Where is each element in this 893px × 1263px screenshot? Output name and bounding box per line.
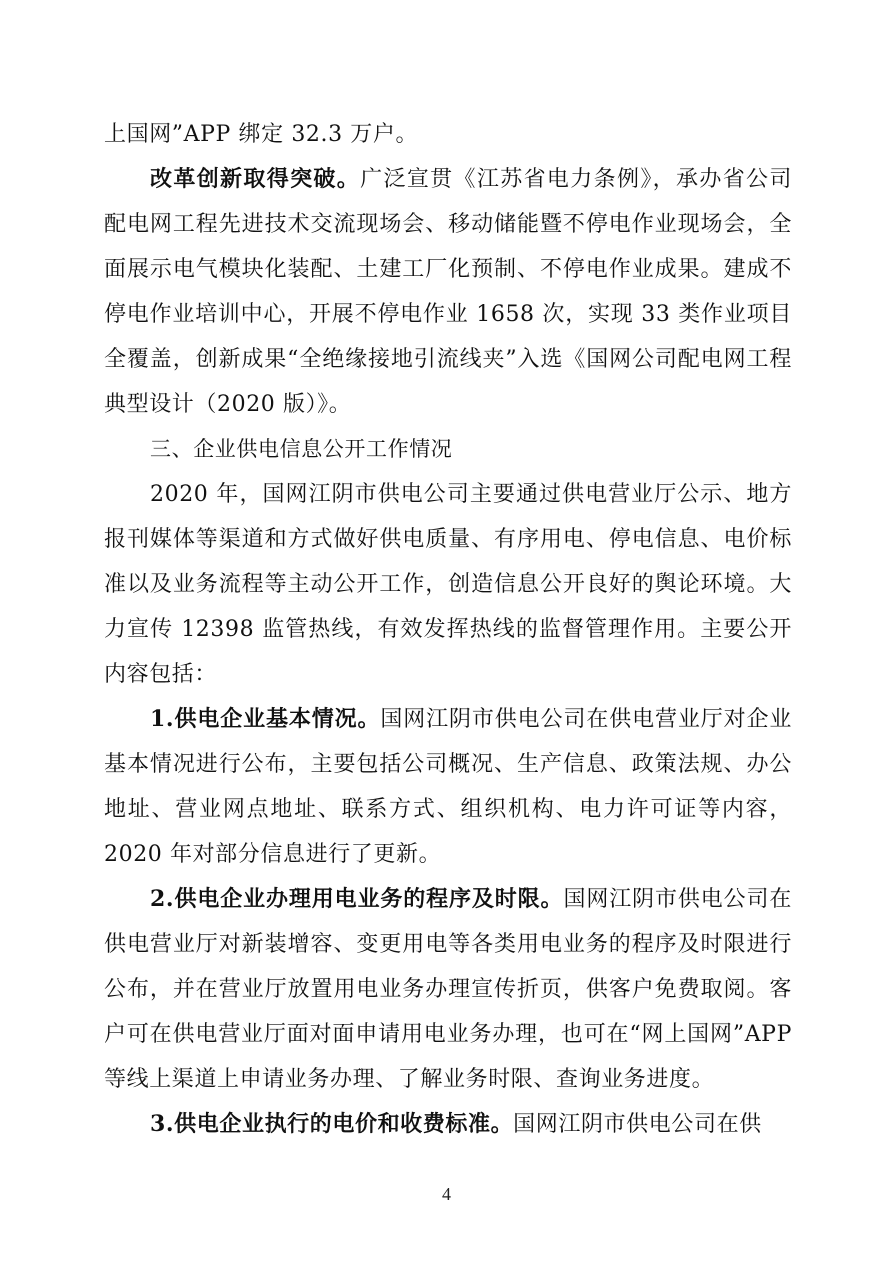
- paragraph-text: 广泛宣贯《江苏省电力条例》，承办省公司配电网工程先进技术交流现场会、移动储能暨不停电作业现场会，全面展示电气模块化装配、土建工厂化预制、不停电作业成果。建成不停电作业培训中心，开展不停电作业 1658 次，实现 33 类作业项目全覆盖，创新成果“全绝缘接地引流线夹”入选《国网公司配电网工程典型设计（2020 版）》。: [104, 167, 793, 417]
- paragraph-disclosure-overview: [104, 472, 792, 697]
- paragraph-procedures: [104, 877, 792, 1102]
- section-heading-text: 三、企业供电信息公开工作情况: [150, 437, 453, 461]
- paragraph-text: 国网江阴市供电公司在供: [513, 1112, 762, 1137]
- paragraph-text: 上国网”APP 绑定 32.3 万户。: [104, 122, 419, 147]
- paragraph-basic-info: [104, 697, 792, 877]
- paragraph-lead: 改革创新取得突破。: [150, 166, 361, 192]
- paragraph-text: 2020 年，国网江阴市供电公司主要通过供电营业厅公示、地方报刊媒体等渠道和方式做好供电质量、有序用电、停电信息、电价标准以及业务流程等主动公开工作，创造信息公开良好的舆论环境。大力宣传 12398 监管热线，有效发挥热线的监督管理作用。主要公开内容包括：: [104, 482, 792, 687]
- paragraph-lead: 1.供电企业基本情况。: [150, 706, 381, 732]
- paragraph-lead: 3.供电企业执行的电价和收费标准。: [150, 1111, 514, 1137]
- paragraph-text: 国网江阴市供电公司在供电营业厅对新装增容、变更用电等各类用电业务的程序及时限进行公布，并在营业厅放置用电业务办理宣传折页，供客户免费取阅。客户可在供电营业厅面对面申请用电业务办理，也可在“网上国网”APP 等线上渠道上申请业务办理、了解业务时限、查询业务进度。: [104, 887, 792, 1092]
- paragraph-continuation: [104, 112, 792, 157]
- paragraph-text: 国网江阴市供电公司在供电营业厅对企业基本情况进行公布，主要包括公司概况、生产信息、政策法规、办公地址、营业网点地址、联系方式、组织机构、电力许可证等内容，2020 年对部分信息进行了更新。: [104, 707, 792, 867]
- paragraph-reform-innovation: [104, 157, 792, 427]
- page-number: 4: [442, 1184, 451, 1204]
- document-body: [104, 112, 792, 1147]
- section-heading: [104, 427, 792, 472]
- paragraph-lead: 2.供电企业办理用电业务的程序及时限。: [150, 886, 564, 912]
- paragraph-tariffs: [104, 1102, 792, 1147]
